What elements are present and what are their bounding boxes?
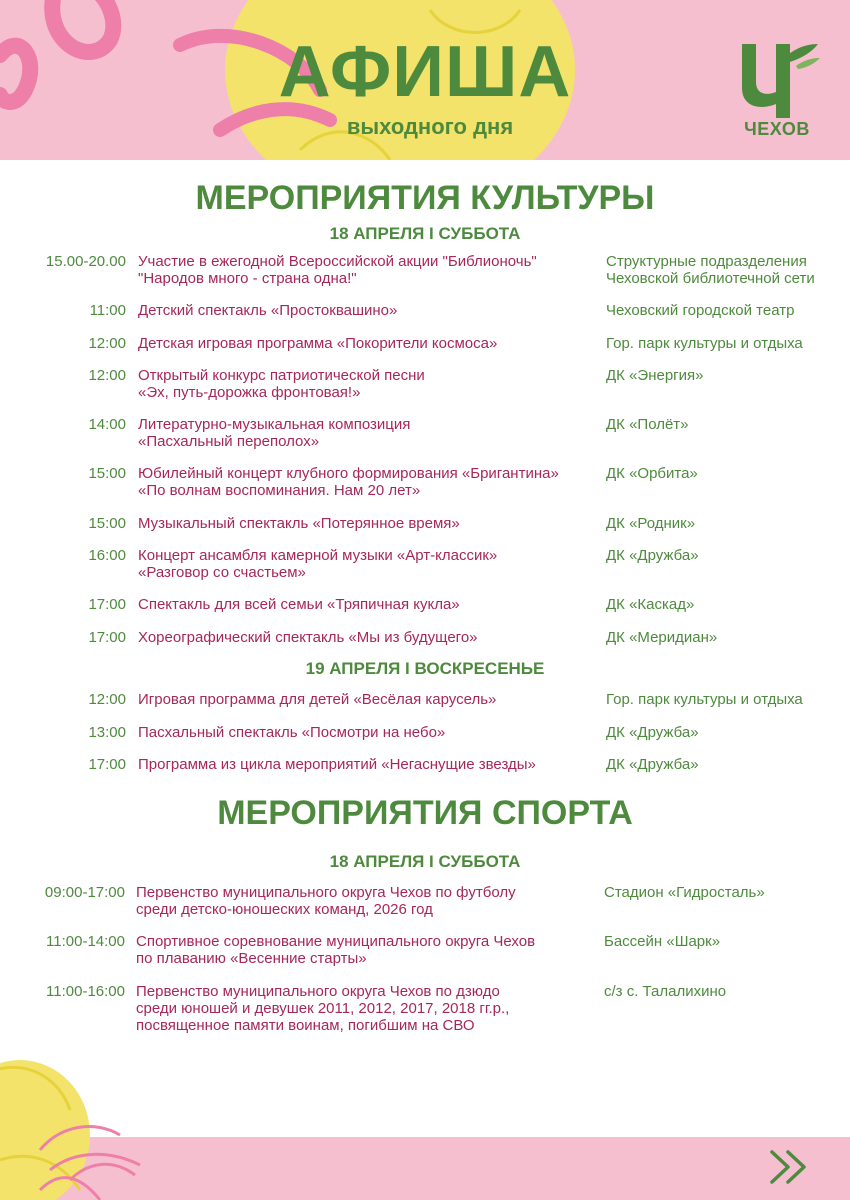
event-time: 17:00 [88, 756, 126, 773]
event-title: Спортивное соревнование муниципального округа Чехов по плаванию «Весенние старты» [136, 933, 536, 967]
sport-section-title: МЕРОПРИЯТИЯ СПОРТА [217, 794, 633, 832]
event-place: ДК «Дружба» [606, 547, 699, 564]
event-title: Пасхальный спектакль «Посмотри на небо» [138, 724, 446, 741]
culture-day2-date: 19 АПРЕЛЯ I ВОСКРЕСЕНЬЕ [305, 659, 545, 678]
event-title: Хореографический спектакль «Мы из будущего» [138, 629, 478, 646]
event-place: ДК «Меридиан» [606, 629, 718, 646]
event-time: 12:00 [88, 335, 126, 352]
event-time: 14:00 [88, 416, 126, 433]
event-time: 17:00 [88, 596, 126, 613]
event-time: 16:00 [88, 547, 126, 564]
culture-day1-date: 18 АПРЕЛЯ I СУББОТА [329, 224, 521, 243]
event-title: Игровая программа для детей «Весёлая карусель» [138, 691, 497, 708]
logo-text: ЧЕХОВ [744, 119, 810, 139]
event-place: Гор. парк культуры и отдыха [606, 691, 803, 708]
event-title: Детская игровая программа «Покорители космоса» [138, 335, 498, 352]
event-place: Стадион «Гидросталь» [604, 884, 765, 901]
event-title: Первенство муниципального округа Чехов по дзюдо среди юношей и девушек 2011, 2012, 2017, 2018 гг.р., посвященное памяти воинам, погибшим на СВО [136, 983, 510, 1034]
event-place: Структурные подразделения Чеховской библиотечной сети [606, 253, 815, 287]
event-title: Литературно-музыкальная композиция «Пасхальный переполох» [138, 416, 411, 450]
sport-day1-date: 18 АПРЕЛЯ I СУББОТА [329, 852, 521, 871]
event-title: Спектакль для всей семьи «Тряпичная кукла» [138, 596, 460, 613]
event-title: Открытый конкурс патриотической песни «Эх, путь-дорожка фронтовая!» [138, 367, 425, 401]
event-place: Чеховский городской театр [606, 302, 795, 319]
culture-section-title: МЕРОПРИЯТИЯ КУЛЬТУРЫ [195, 179, 655, 217]
event-time: 15.00-20.00 [45, 253, 126, 270]
event-place: ДК «Полёт» [606, 416, 689, 433]
event-place: ДК «Дружба» [606, 756, 699, 773]
event-title: Юбилейный концерт клубного формирования «Бригантина» «По волнам воспоминания. Нам 20 лет» [138, 465, 559, 499]
header-banner [0, 0, 850, 160]
event-title: Детский спектакль «Простоквашино» [138, 302, 398, 319]
event-time: 15:00 [88, 515, 126, 532]
event-place: ДК «Каскад» [606, 596, 695, 613]
event-time: 11:00 [89, 302, 126, 319]
event-time: 15:00 [88, 465, 126, 482]
event-place: ДК «Орбита» [606, 465, 698, 482]
event-place: Бассейн «Шарк» [604, 933, 721, 950]
event-time: 09:00-17:00 [44, 884, 125, 901]
event-place: ДК «Родник» [606, 515, 696, 532]
event-place: с/з с. Талалихино [604, 983, 727, 1000]
event-title: Программа из цикла мероприятий «Негаснущие звезды» [138, 756, 536, 773]
event-time: 11:00-16:00 [46, 983, 125, 1000]
page-subtitle: выходного дня [346, 114, 514, 139]
event-place: ДК «Энергия» [606, 367, 704, 384]
double-chevron-right-icon[interactable] [768, 1148, 812, 1186]
event-time: 12:00 [88, 367, 126, 384]
pink-ribbon-left [0, 0, 113, 102]
page-title: АФИША [278, 32, 572, 112]
event-place: ДК «Дружба» [606, 724, 699, 741]
event-title: Музыкальный спектакль «Потерянное время» [138, 515, 460, 532]
event-title: Концерт ансамбля камерной музыки «Арт-классик» «Разговор со счастьем» [138, 547, 498, 581]
event-time: 13:00 [88, 724, 126, 741]
event-title: Первенство муниципального округа Чехов по футболу среди детско-юношеских команд, 2026 год [136, 884, 516, 918]
event-time: 11:00-14:00 [46, 933, 125, 950]
event-title: Участие в ежегодной Всероссийской акции "Библионочь" "Народов много - страна одна!" [138, 253, 537, 287]
event-time: 17:00 [88, 629, 126, 646]
event-place: Гор. парк культуры и отдыха [606, 335, 803, 352]
event-time: 12:00 [88, 691, 126, 708]
bottom-egg-decoration [0, 1040, 200, 1200]
